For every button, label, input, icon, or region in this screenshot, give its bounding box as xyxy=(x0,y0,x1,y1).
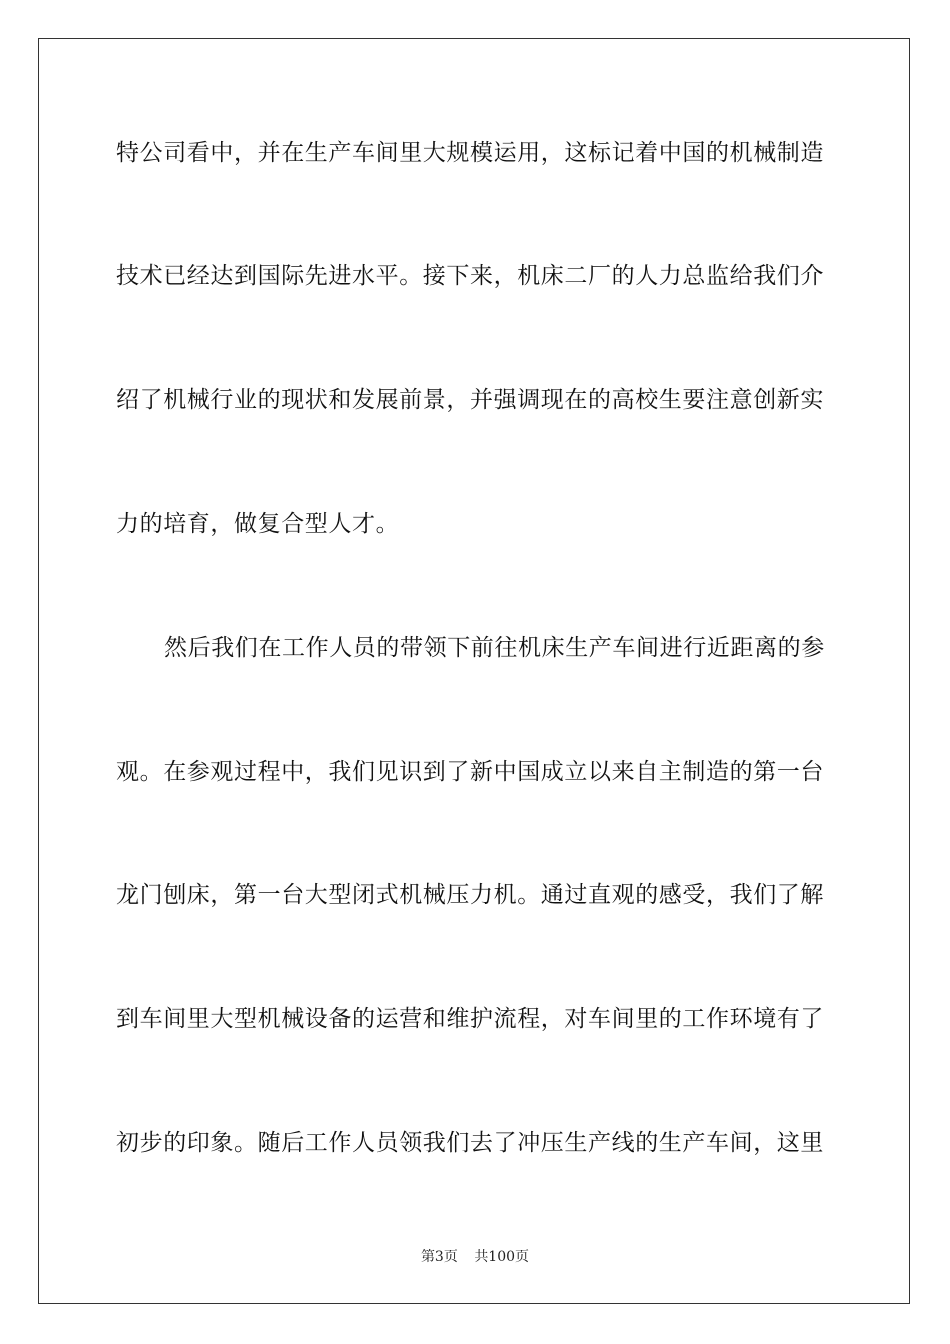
paragraph-line-6: 观。在参观过程中，我们见识到了新中国成立以来自主制造的第一台 xyxy=(116,759,824,785)
paragraph-line-5: 然后我们在工作人员的带领下前往机床生产车间进行近距离的参 xyxy=(164,635,825,661)
paragraph-line-3: 绍了机械行业的现状和发展前景，并强调现在的高校生要注意创新实 xyxy=(116,387,824,413)
paragraph-line-1: 特公司看中，并在生产车间里大规模运用，这标记着中国的机械制造 xyxy=(116,140,824,166)
paragraph-line-2: 技术已经达到国际先进水平。接下来，机床二厂的人力总监给我们介 xyxy=(116,263,824,289)
page-number: 第3页 xyxy=(420,1249,458,1265)
total-pages: 共100页 xyxy=(474,1249,530,1265)
paragraph-line-7: 龙门刨床，第一台大型闭式机械压力机。通过直观的感受，我们了解 xyxy=(116,882,824,908)
page-footer xyxy=(0,1248,950,1266)
paragraph-line-8: 到车间里大型机械设备的运营和维护流程，对车间里的工作环境有了 xyxy=(116,1006,824,1032)
paragraph-line-4: 力的培育，做复合型人才。 xyxy=(116,511,400,537)
page-border xyxy=(38,38,910,1304)
paragraph-line-9: 初步的印象。随后工作人员领我们去了冲压生产线的生产车间，这里 xyxy=(116,1130,824,1156)
